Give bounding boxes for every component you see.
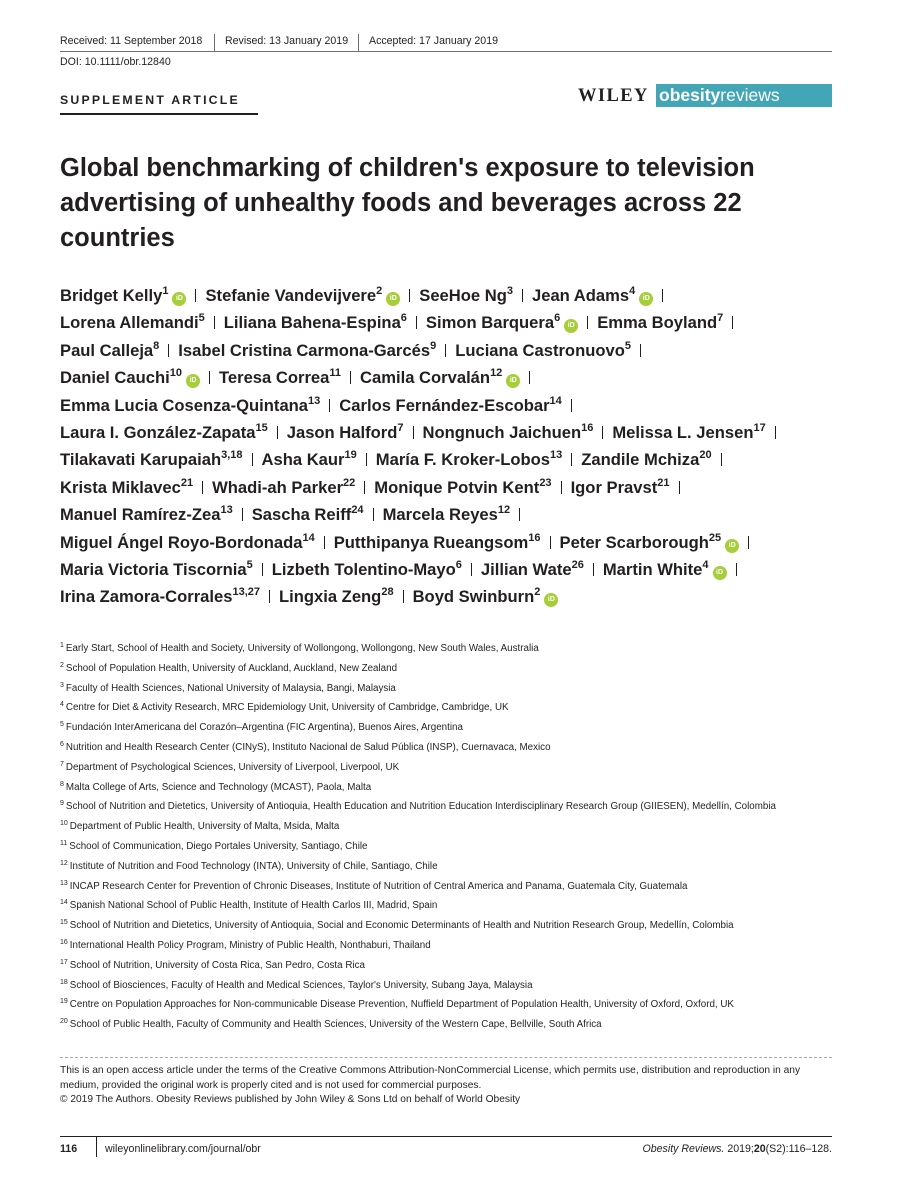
author-affiliation-ref: 7 [717,312,724,325]
author-affiliation-ref: 23 [539,476,552,489]
author-separator [214,316,215,329]
author-affiliation-ref: 11 [329,367,342,380]
affiliation-number: 4 [60,701,64,709]
revised-date: Revised: 13 January 2019 [225,35,349,47]
author-name: Peter Scarborough [559,532,709,552]
affiliation [60,1019,850,1039]
affiliation [60,702,850,722]
orcid-icon[interactable]: iD [725,539,739,553]
author-separator [252,453,253,466]
affiliation-number: 5 [60,721,64,729]
author-name: Daniel Cauchi [60,368,170,388]
author-name: Stefanie Vandevijvere [205,286,377,305]
affiliation-text: INCAP Research Center for Prevention of Chronic Diseases, Institute of Nutrition of Central America and Panama, Guatemala City, Guatemala [69,880,688,892]
affiliation-text: School of Biosciences, Faculty of Health and Medical Sciences, Taylor's University, Subang Jaya, Malaysia [69,979,533,991]
author-affiliation-ref: 12 [490,367,503,380]
author-affiliation-ref: 4 [629,285,636,297]
author-name: Nongnuch Jaichuen [422,422,582,442]
affiliation-number: 15 [60,919,68,927]
footer-rule [60,1136,832,1137]
affiliation-list [60,643,850,1039]
author-name: Maria Victoria Tiscornia [60,559,247,579]
author-name: Putthipanya Rueangsom [333,532,529,552]
author-name: Jillian Wate [480,559,572,579]
author-separator [529,371,530,384]
affiliation-text: School of Nutrition, University of Costa Rica, San Pedro, Costa Rica [69,959,365,971]
affiliation-text: International Health Policy Program, Ministry of Public Health, Nonthaburi, Thailand [69,939,431,951]
affiliation-number: 8 [60,780,64,788]
orcid-icon[interactable]: iD [386,292,400,306]
journal-logo-light: reviews [720,85,780,105]
author-separator [350,371,351,384]
author [287,423,404,442]
affiliation-text: School of Population Health, University of Auckland, Auckland, New Zealand [65,662,398,674]
author-separator [522,289,523,302]
author-name: Lizbeth Tolentino-Mayo [271,559,456,579]
affiliation-number: 18 [60,978,68,986]
author-separator [409,289,410,302]
author-name: María F. Kroker-Lobos [375,450,551,470]
author [212,478,355,497]
affiliation-number: 14 [60,899,68,907]
author-separator [329,399,330,412]
author-affiliation-ref: 6 [554,312,561,325]
author [60,423,268,442]
author-affiliation-ref: 7 [397,421,404,434]
journal-url[interactable]: wileyonlinelibrary.com/journal/obr [105,1143,261,1155]
author-name: Zandile Mchiza [581,450,700,470]
affiliation-text: Faculty of Health Sciences, National University of Malaysia, Bangi, Malaysia [65,682,396,694]
author [612,423,765,442]
author-name: Melissa L. Jensen [612,422,754,442]
author-name: Jean Adams [531,286,630,305]
affiliation-text: Centre for Diet & Activity Research, MRC Epidemiology Unit, University of Cambridge, Cambridge, UK [65,702,509,714]
affiliation [60,722,850,742]
author-affiliation-ref: 6 [400,312,407,325]
author [60,587,260,606]
orcid-icon[interactable]: iD [506,374,520,388]
author-affiliation-ref: 4 [702,558,709,571]
author-affiliation-ref: 9 [430,339,437,352]
author [339,396,562,415]
affiliation-text: School of Public Health, Faculty of Community and Health Sciences, University of the Western Cape, Bellville, South Africa [69,1019,602,1031]
author-name: Sascha Reiff [251,505,352,525]
author-name: Irina Zamora-Corrales [60,587,233,607]
author-separator [209,371,210,384]
affiliation [60,762,850,782]
doi[interactable]: DOI: 10.1111/obr.12840 [60,56,171,68]
author [383,505,511,524]
author-name: Jason Halford [286,422,398,442]
author-name: Marcela Reyes [382,505,498,525]
author-affiliation-ref: 14 [302,531,315,544]
author-line [60,587,850,614]
affiliation-text: Fundación InterAmericana del Corazón–Argentina (FIC Argentina), Buenos Aires, Argentina [65,722,463,734]
author-separator [748,536,749,549]
author-separator [324,536,325,549]
author [481,560,584,579]
history-divider [214,34,215,51]
received-date: Received: 11 September 2018 [60,35,203,47]
author [60,505,233,524]
author-affiliation-ref: 13 [308,394,321,407]
publisher-logo: WILEY [578,86,649,106]
page-number: 116 [60,1143,78,1155]
author-name: Martin White [602,559,703,579]
author [374,478,551,497]
author-separator [775,426,776,439]
affiliation [60,643,850,663]
affiliation-number: 11 [60,839,68,847]
affiliation [60,821,850,841]
author [423,423,594,442]
author [360,368,520,387]
author-affiliation-ref: 22 [343,476,356,489]
author [60,396,320,415]
author-affiliation-ref: 1 [162,285,169,297]
affiliation-text: School of Nutrition and Dietetics, University of Antioquia, Health Education and Nutrition Education Interdisciplinary Research Group (GIIESEN), Medellín, Colombia [65,801,776,813]
author-separator [413,426,414,439]
author-name: SeeHoe Ng [419,286,507,305]
author [571,478,670,497]
author [252,505,364,524]
author-line [60,478,850,505]
affiliation-number: 17 [60,958,68,966]
author-affiliation-ref: 5 [198,312,205,325]
author-separator [550,536,551,549]
author-name: Paul Calleja [60,340,154,360]
citation-year: 2019; [724,1143,754,1155]
affiliation-text: Early Start, School of Health and Society, University of Wollongong, Wollongong, New South Wales, Australia [65,643,539,654]
affiliation [60,841,850,861]
author-separator [571,399,572,412]
author-name: Manuel Ramírez-Zea [60,505,221,525]
author [60,341,159,360]
article-history [60,34,832,52]
author-name: Boyd Swinburn [412,587,535,607]
author-affiliation-ref: 20 [699,449,712,462]
citation-journal: Obesity Reviews. [642,1143,725,1155]
author-separator [679,481,680,494]
author-affiliation-ref: 25 [708,531,722,544]
author-affiliation-ref: 6 [455,558,462,571]
author-affiliation-ref: 24 [351,504,364,517]
author [262,450,357,469]
author [60,450,243,469]
author-separator [269,590,270,603]
author-separator [736,563,737,576]
author-separator [593,563,594,576]
author-separator [403,590,404,603]
author-affiliation-ref: 26 [571,558,584,571]
author-separator [195,289,196,302]
affiliation [60,663,850,683]
affiliation-number: 9 [60,800,64,808]
author-name: Carlos Fernández-Escobar [339,395,550,415]
author-affiliation-ref: 21 [657,476,670,489]
citation-volume: 20 [753,1143,766,1155]
affiliation-text: Malta College of Arts, Science and Technology (MCAST), Paola, Malta [65,781,372,793]
author-affiliation-ref: 14 [549,394,562,407]
author-name: Bridget Kelly [60,286,163,305]
author-affiliation-ref: 16 [528,531,541,544]
author-separator [168,344,169,357]
orcid-icon[interactable]: iD [186,374,200,388]
affiliation-number: 16 [60,938,68,946]
author-line [60,533,850,560]
author [272,560,462,579]
author-name: Monique Potvin Kent [374,477,540,497]
author-affiliation-ref: 3,18 [221,449,243,462]
author-name: Tilakavati Karupaiah [60,450,222,470]
author-separator [662,289,663,302]
author-separator [587,316,588,329]
section-underline [60,113,258,115]
affiliation [60,861,850,881]
author-affiliation-ref: 19 [344,449,357,462]
author-name: Krista Miklavec [60,477,181,497]
author-name: Luciana Castronuovo [455,340,625,360]
author-name: Emma Lucia Cosenza-Quintana [60,395,309,415]
affiliation [60,742,850,762]
affiliation-number: 12 [60,859,68,867]
author-affiliation-ref: 2 [376,285,383,297]
author-affiliation-ref: 5 [624,339,631,352]
affiliation-number: 19 [60,998,68,1006]
accepted-date: Accepted: 17 January 2019 [369,35,498,47]
author-separator [721,453,722,466]
author-affiliation-ref: 2 [534,586,541,599]
author-name: Simon Barquera [425,313,555,333]
author-separator [262,563,263,576]
author-name: Isabel Cristina Carmona-Garcés [178,340,431,360]
affiliation-text: Spanish National School of Public Health, Institute of Health Carlos III, Madrid, Spain [69,900,438,912]
affiliation [60,881,850,901]
author [60,478,193,497]
affiliation-number: 13 [60,879,68,887]
journal-citation [643,1143,832,1155]
affiliation-number: 6 [60,740,64,748]
history-divider [358,34,359,51]
author-name: Igor Pravst [570,477,658,497]
affiliation-number: 3 [60,681,64,689]
author [60,368,200,387]
author [334,533,541,552]
author-separator [602,426,603,439]
author-name: Teresa Correa [218,368,330,388]
citation-issue-pages: (S2):116–128. [765,1143,832,1155]
affiliation-text: Department of Psychological Sciences, University of Liverpool, Liverpool, UK [65,761,400,773]
author [560,533,740,552]
author-name: Asha Kaur [261,450,345,470]
author [376,450,563,469]
author-separator [416,316,417,329]
affiliation [60,980,850,1000]
author [455,341,631,360]
orcid-icon[interactable]: iD [564,319,578,333]
author-separator [202,481,203,494]
author [581,450,711,469]
author-separator [571,453,572,466]
author-separator [242,508,243,521]
author-affiliation-ref: 21 [180,476,194,489]
orcid-icon[interactable]: iD [172,292,186,306]
affiliation [60,999,850,1019]
orcid-icon[interactable]: iD [544,593,558,607]
author-separator [373,508,374,521]
affiliation-text: Centre on Population Approaches for Non-communicable Disease Prevention, Nuffield Department of Population Health, University of Oxford, Oxford, UK [69,999,734,1011]
affiliation-number: 2 [60,661,64,669]
author [224,313,407,332]
author-affiliation-ref: 3 [506,285,513,297]
author-line [60,505,850,532]
author-separator [732,316,733,329]
author-affiliation-ref: 12 [497,504,511,517]
author-affiliation-ref: 13,27 [232,586,260,599]
affiliation-text: Institute of Nutrition and Food Technology (INTA), University of Chile, Santiago, Chile [69,860,438,872]
license-divider [60,1057,832,1058]
affiliation-text: School of Nutrition and Dietetics, University of Antioquia, Social and Economic Determinants of Health and Nutrition Research Group, Medellín, Colombia [69,920,734,932]
section-label: SUPPLEMENT ARTICLE [60,93,240,107]
affiliation [60,960,850,980]
author-list [60,286,850,615]
affiliation-number: 1 [60,642,64,649]
author-line [60,313,850,340]
license-text: This is an open access article under the terms of the Creative Commons Attribution-NonCommercial License, which permits use, distribution and reproduction in any medium, provided the original work is properly cited and is not used for commercial purposes. [60,1065,801,1091]
author-name: Laura I. González-Zapata [60,422,256,442]
author-affiliation-ref: 13 [220,504,233,517]
affiliation-text: Department of Public Health, University of Malta, Msida, Malta [69,821,340,833]
author-line [60,560,850,587]
author [219,368,341,387]
author-separator [519,508,520,521]
author [60,533,315,552]
author-affiliation-ref: 5 [246,558,253,571]
author-name: Lorena Allemandi [60,313,199,333]
journal-logo [656,84,832,107]
author-line [60,423,850,450]
author-name: Liliana Bahena-Espina [223,313,401,333]
license-block [60,1064,835,1108]
affiliation [60,782,850,802]
author-line [60,286,850,313]
author-name: Miguel Ángel Royo-Bordonada [60,532,303,552]
orcid-icon[interactable]: iD [713,566,727,580]
affiliation [60,940,850,960]
author-affiliation-ref: 16 [581,421,594,434]
author-line [60,341,850,368]
author-affiliation-ref: 10 [169,367,182,380]
author [413,587,559,606]
author [205,286,400,305]
author-separator [277,426,278,439]
author [60,286,186,305]
author-separator [445,344,446,357]
author-affiliation-ref: 17 [753,421,766,434]
author [60,313,205,332]
author-name: Emma Boyland [597,313,718,333]
author-line [60,368,850,395]
author [532,286,653,305]
article-title: Global benchmarking of children's exposure to television advertising of unhealthy foods and beverages across 22 countries [60,154,755,252]
affiliation-number: 20 [60,1018,68,1026]
author-line [60,450,850,477]
author-name: Whadi-ah Parker [212,477,344,497]
author-name: Lingxia Zeng [278,587,382,607]
affiliation [60,801,850,821]
footer-divider [96,1137,97,1157]
author [178,341,436,360]
affiliation-text: School of Communication, Diego Portales University, Santiago, Chile [69,840,368,852]
author [426,313,578,332]
author-separator [364,481,365,494]
affiliation-text: Nutrition and Health Research Center (CINyS), Instituto Nacional de Salud Pública (INSP), Cuernavaca, Mexico [65,741,551,753]
author-affiliation-ref: 8 [153,339,160,352]
author-separator [471,563,472,576]
author-line [60,396,850,423]
author-separator [561,481,562,494]
author-affiliation-ref: 28 [381,586,394,599]
author-separator [640,344,641,357]
affiliation-number: 10 [60,820,68,828]
author-affiliation-ref: 15 [255,421,268,434]
affiliation [60,683,850,703]
journal-logo-bold: obesity [659,85,721,105]
author-affiliation-ref: 13 [550,449,563,462]
author [279,587,394,606]
copyright-text: © 2019 The Authors. Obesity Reviews published by John Wiley & Sons Ltd on behalf of World Obesity [60,1094,521,1105]
affiliation [60,920,850,940]
author [603,560,727,579]
author [419,286,513,305]
author-name: Camila Corvalán [360,368,491,388]
affiliation [60,900,850,920]
affiliation-number: 7 [60,760,64,768]
author-separator [366,453,367,466]
author [60,560,253,579]
author [597,313,723,332]
orcid-icon[interactable]: iD [639,292,653,306]
